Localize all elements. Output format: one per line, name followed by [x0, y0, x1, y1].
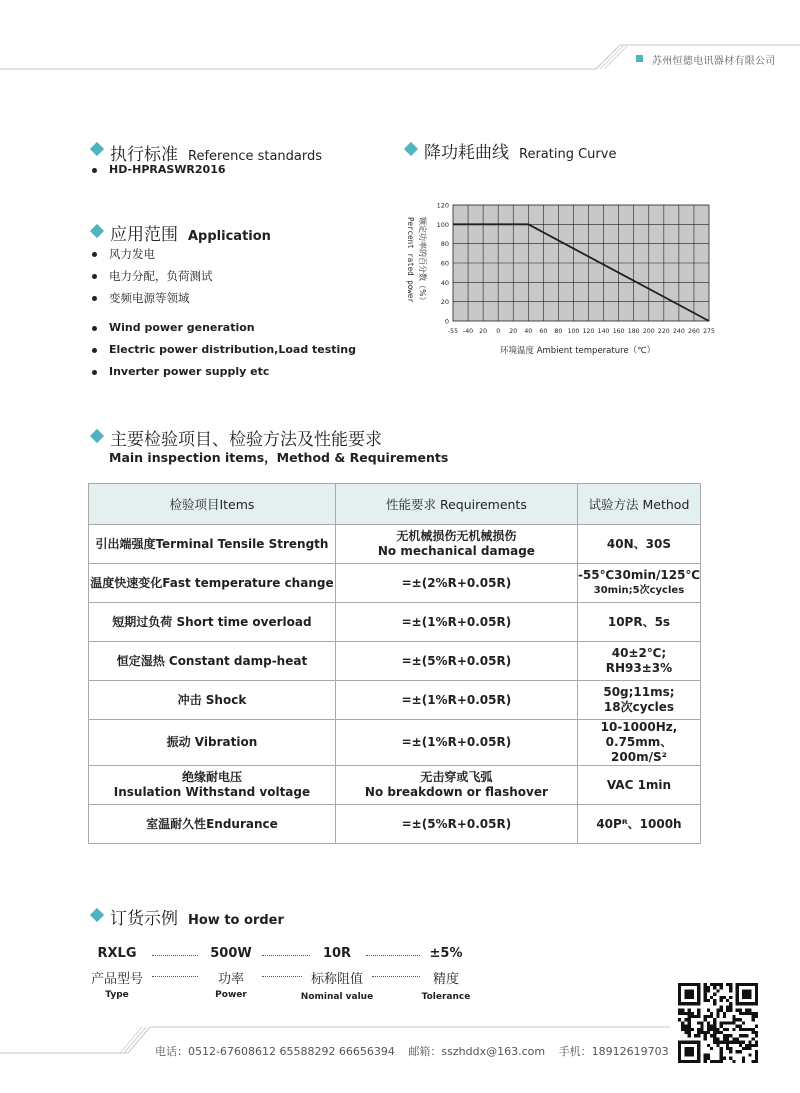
chart-y-tick-label: 100 [436, 220, 449, 229]
chart-x-tick-label: -55 [447, 328, 459, 335]
application-list-cn [90, 243, 213, 309]
footer-contact [155, 1043, 679, 1059]
table-cell-req: =±(2%R+0.05R) [335, 564, 577, 603]
application-list-en [90, 317, 356, 383]
order-dots [262, 976, 302, 977]
chart-y-tick-label: 0 [444, 317, 449, 326]
application-title [110, 220, 271, 245]
table-header: 性能要求 Requirements [335, 484, 577, 525]
order-code: RXLG [97, 946, 137, 961]
chart-x-tick-label: 0 [496, 328, 501, 335]
table-cell-item: 室温耐久性Endurance [89, 805, 336, 844]
application-item-cn: 电力分配，负荷测试 [90, 265, 213, 287]
order-code: ±5% [429, 946, 463, 961]
chart-x-tick-label: 260 [688, 328, 700, 335]
table-cell-req: =±(1%R+0.05R) [335, 720, 577, 766]
order-name-cn: 功率 [217, 972, 244, 987]
application-item-en: Inverter power supply etc [90, 361, 356, 383]
req-line: No breakdown or flashover [364, 785, 548, 799]
order-code: 10R [322, 946, 352, 961]
method-line: 0.75mm、200m/S² [605, 735, 673, 764]
application-item-en: Electric power distribution,Load testing [90, 339, 356, 361]
order-dots [152, 976, 198, 977]
table-header: 试验方法 Method [577, 484, 700, 525]
footer-mobile: 手机：18912619703 [558, 1045, 669, 1058]
chart-ylabel-en: Percent rated power [406, 217, 415, 303]
order-name-en: Tolerance [421, 992, 471, 1002]
table-cell-req: =±(1%R+0.05R) [335, 681, 577, 720]
table-cell-method: 40N、30S [577, 525, 700, 564]
table-row [89, 564, 701, 603]
chart-x-tick-label: 20 [479, 328, 488, 335]
order-title [110, 904, 284, 929]
table-cell-item: 恒定湿热 Constant damp-heat [89, 642, 336, 681]
inspection-table [88, 483, 701, 844]
table-row [89, 525, 701, 564]
table-cell-item [89, 766, 336, 805]
order-title-cn: 订货示例 [110, 909, 178, 929]
table-cell-method [577, 681, 700, 720]
method-line: 50g;11ms; [603, 685, 675, 699]
header-square-icon [636, 55, 643, 62]
chart-x-tick-label: -40 [463, 328, 474, 335]
order-dots [262, 955, 310, 956]
req-line: 无击穿或飞弧 [420, 770, 493, 784]
method-line: 30min;5次cycles [593, 585, 685, 596]
chart-x-tick-label: 120 [582, 328, 595, 335]
chart-y-tick-label: 40 [440, 278, 449, 287]
table-row [89, 805, 701, 844]
table-cell-req [335, 525, 577, 564]
table-cell-item: 振动 Vibration [89, 720, 336, 766]
table-cell-method: VAC 1min [577, 766, 700, 805]
method-line: 40±2℃; [611, 646, 667, 660]
order-name-en: Power [215, 990, 247, 1000]
table-header: 检验项目Items [89, 484, 336, 525]
inspection-title [110, 425, 392, 450]
chart-x-tick-label: 60 [539, 328, 548, 335]
chart-x-tick-label: 200 [642, 328, 655, 335]
table-cell-req: =±(1%R+0.05R) [335, 603, 577, 642]
table-row [89, 766, 701, 805]
table-cell-req [335, 766, 577, 805]
chart-xlabel: 环境温度 Ambient temperature（℃） [500, 346, 656, 356]
chart-ylabel-cn: 额定功率的百分数（%） [418, 217, 427, 305]
reference-title-cn: 执行标准 [110, 145, 178, 165]
chart-x-tick-label: 20 [509, 328, 518, 335]
method-line: RH93±3% [605, 661, 673, 675]
table-cell-method: 40Pᴿ、1000h [577, 805, 700, 844]
order-dots [152, 955, 198, 956]
chart-x-tick-label: 160 [612, 328, 625, 335]
table-row [89, 642, 701, 681]
application-item-en: Wind power generation [90, 317, 356, 339]
chart-x-tick-label: 275 [703, 328, 715, 335]
inspection-title-en: Main inspection items，Method & Requirements [109, 450, 449, 465]
req-line: 无机械损伤无机械损伤 [396, 529, 517, 543]
order-name-cn: 标称阻值 [310, 972, 363, 987]
application-title-cn: 应用范围 [110, 225, 178, 245]
chart-x-tick-label: 140 [597, 328, 610, 335]
order-dots [372, 976, 420, 977]
footer-phone: 电话：0512-67608612 65588292 66656394 [155, 1045, 395, 1058]
table-row [89, 681, 701, 720]
diamond-icon [90, 908, 104, 922]
diamond-icon [90, 142, 104, 156]
table-cell-item: 短期过负荷 Short time overload [89, 603, 336, 642]
table-cell-item: 冲击 Shock [89, 681, 336, 720]
derating-title-cn: 降功耗曲线 [424, 143, 509, 163]
chart-x-tick-label: 40 [524, 328, 533, 335]
chart-x-tick-label: 80 [554, 328, 563, 335]
application-item-cn: 风力发电 [90, 243, 213, 265]
chart-x-tick-label: 220 [657, 328, 670, 335]
table-cell-req: =±(5%R+0.05R) [335, 642, 577, 681]
table-cell-req: =±(5%R+0.05R) [335, 805, 577, 844]
order-name-en: Nominal value [300, 992, 374, 1002]
chart-y-tick-label: 80 [440, 240, 449, 249]
footer-email: 邮箱：sszhddx@163.com [408, 1045, 546, 1058]
derating-chart [380, 195, 725, 365]
table-cell-item: 温度快速变化Fast temperature change [89, 564, 336, 603]
method-line: 18次cycles [603, 700, 675, 714]
table-cell-item: 引出端强度Terminal Tensile Strength [89, 525, 336, 564]
order-code: 500W [210, 946, 252, 961]
order-name-cn: 产品型号 [90, 972, 143, 987]
reference-item: HD-HPRASWR2016 [90, 159, 226, 181]
diamond-icon [90, 429, 104, 443]
derating-title [424, 138, 616, 163]
reference-title-en: Reference standards [188, 149, 323, 164]
chart-y-tick-label: 120 [436, 201, 449, 210]
chart-x-tick-label: 180 [627, 328, 640, 335]
diamond-icon [90, 224, 104, 238]
order-name-cn: 精度 [432, 972, 459, 987]
application-item-cn: 变频电源等领域 [90, 287, 213, 309]
derating-title-en: Rerating Curve [519, 147, 617, 162]
chart-y-tick-label: 20 [440, 298, 449, 307]
table-cell-method: 10PR、5s [577, 603, 700, 642]
order-dots [366, 955, 420, 956]
method-line: 10-1000Hz, [600, 720, 678, 734]
table-cell-method [577, 564, 700, 603]
table-row [89, 720, 701, 766]
req-line: No mechanical damage [377, 544, 535, 558]
item-line: Insulation Withstand voltage [113, 785, 311, 799]
application-title-en: Application [188, 229, 271, 244]
reference-list [90, 159, 226, 181]
table-cell-method [577, 720, 700, 766]
diamond-icon [404, 142, 418, 156]
inspection-title-cn: 主要检验项目、检验方法及性能要求 [110, 430, 382, 450]
chart-x-tick-label: 100 [567, 328, 580, 335]
order-title-en: How to order [188, 913, 284, 928]
chart-y-tick-label: 60 [440, 259, 449, 268]
item-line: 绝缘耐电压 [181, 770, 242, 784]
method-line: -55℃30min/125℃ [577, 568, 700, 582]
table-cell-method [577, 642, 700, 681]
table-header-row [89, 484, 701, 525]
company-name: 苏州恒德电讯器材有限公司 [652, 56, 776, 67]
table-row [89, 603, 701, 642]
order-name-en: Type [105, 990, 129, 1000]
chart-x-tick-label: 240 [672, 328, 685, 335]
header-decoration [0, 0, 800, 80]
